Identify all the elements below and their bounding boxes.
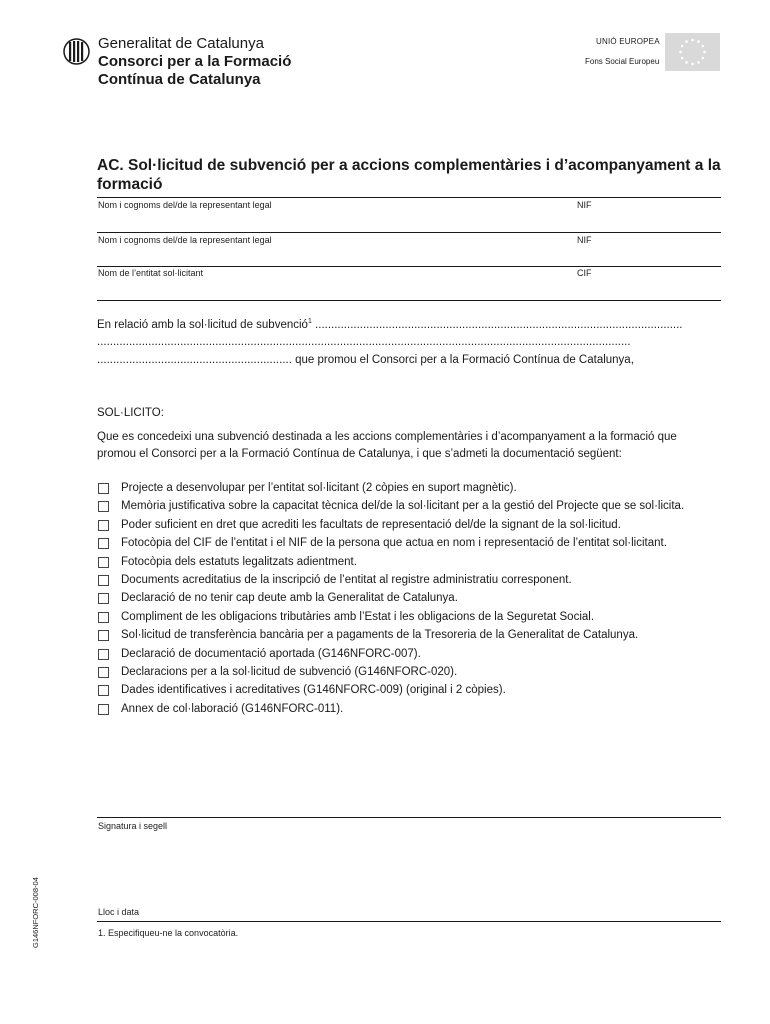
checkbox[interactable]	[98, 685, 109, 696]
field-label-cif: CIF	[577, 268, 592, 278]
documents-list	[97, 481, 722, 720]
field-label-nif-2: NIF	[577, 235, 592, 245]
form-code: G146NFORC-008-04	[31, 877, 40, 948]
relation-line-3	[97, 354, 721, 366]
checkbox[interactable]	[98, 630, 109, 641]
gencat-logo-icon	[63, 38, 90, 65]
checkbox[interactable]	[98, 557, 109, 568]
list-item: Projecte a desenvolupar per l’entitat sol·licitant (2 còpies en suport magnètic).	[97, 481, 722, 495]
relation-dots-3: .............................................................	[97, 354, 292, 366]
checkbox[interactable]	[98, 538, 109, 549]
field-label-representative-name-2: Nom i cognoms del/de la representant legal	[98, 235, 272, 245]
list-item: Fotocòpia del CIF de l’entitat i el NIF de la persona que actua en nom i representació de l’entitat sol·licitant.	[97, 536, 722, 550]
footnote: 1. Especifiqueu-ne la convocatòria.	[98, 928, 239, 938]
field-label-nif-1: NIF	[577, 200, 592, 210]
checkbox[interactable]	[98, 704, 109, 715]
signature-divider	[97, 817, 721, 818]
list-item: Compliment de les obligacions tributàries amb l’Estat i les obligacions de la Seguretat Social.	[97, 610, 722, 624]
relation-dots-2: .......................................................................................................................................................................	[97, 336, 631, 348]
field-label-entity-name: Nom de l’entitat sol·licitant	[98, 268, 204, 278]
request-heading: SOL·LICITO:	[97, 407, 164, 419]
list-item: Fotocòpia dels estatuts legalitzats adientment.	[97, 555, 722, 569]
field-label-representative-name-1: Nom i cognoms del/de la representant legal	[98, 200, 272, 210]
field-divider	[97, 197, 721, 198]
checkbox[interactable]	[98, 483, 109, 494]
place-date-label: Lloc i data	[98, 907, 140, 917]
field-divider	[97, 232, 721, 233]
relation-prefix: En relació amb la sol·licitud de subvenció	[97, 318, 308, 331]
org-name-line2: Consorci per a la Formació	[98, 53, 292, 70]
checkbox[interactable]	[98, 593, 109, 604]
list-item: Poder suficient en dret que acrediti les facultats de representació del/de la signant de la sol·licitud.	[97, 518, 722, 532]
eu-flag-icon	[665, 33, 720, 71]
checkbox[interactable]	[98, 501, 109, 512]
list-item: Declaració de documentació aportada (G146NFORC-007).	[97, 647, 722, 661]
place-date-divider	[97, 921, 721, 922]
list-item: Dades identificatives i acreditatives (G146NFORC-009) (original i 2 còpies).	[97, 683, 722, 697]
signature-label: Signatura i segell	[98, 821, 168, 831]
checkbox[interactable]	[98, 649, 109, 660]
eu-title: UNIÓ EUROPEA	[596, 37, 660, 46]
list-item: Memòria justificativa sobre la capacitat tècnica del/de la sol·licitant per a la gestió del Projecte que se sol·licita.	[97, 499, 722, 513]
relation-suffix: que promou el Consorci per a la Formació Contínua de Catalunya,	[291, 354, 634, 366]
eu-subtitle: Fons Social Europeu	[585, 57, 660, 66]
list-item: Declaració de no tenir cap deute amb la Generalitat de Catalunya.	[97, 591, 722, 605]
footnote-mark: 1	[307, 318, 312, 325]
relation-line-1	[97, 318, 721, 331]
field-divider	[97, 300, 721, 301]
list-item: Declaracions per a la sol·licitud de subvenció (G146NFORC-020).	[97, 665, 722, 679]
checkbox[interactable]	[98, 612, 109, 623]
relation-dots-1: ...................................................................................................................	[311, 318, 683, 331]
request-text: Que es concedeixi una subvenció destinada a les accions complementàries i d’acompanyament a la formació que promou el Consorci per a la Formació Contínua de Catalunya, i que s’admeti la documentació següent:	[97, 431, 677, 460]
org-name-line3: Contínua de Catalunya	[98, 71, 261, 88]
checkbox[interactable]	[98, 520, 109, 531]
list-item: Sol·licitud de transferència bancària per a pagaments de la Tresoreria de la Generalitat de Catalunya.	[97, 628, 722, 642]
checkbox[interactable]	[98, 575, 109, 586]
form-title: AC. Sol·licitud de subvenció per a accions complementàries i d’acompanyament a la formació	[97, 157, 721, 193]
list-item: Annex de col·laboració (G146NFORC-011).	[97, 702, 722, 716]
checkbox[interactable]	[98, 667, 109, 678]
field-divider	[97, 266, 721, 267]
list-item: Documents acreditatius de la inscripció de l’entitat al registre administratiu corresponent.	[97, 573, 722, 587]
org-name-line1: Generalitat de Catalunya	[98, 35, 264, 52]
